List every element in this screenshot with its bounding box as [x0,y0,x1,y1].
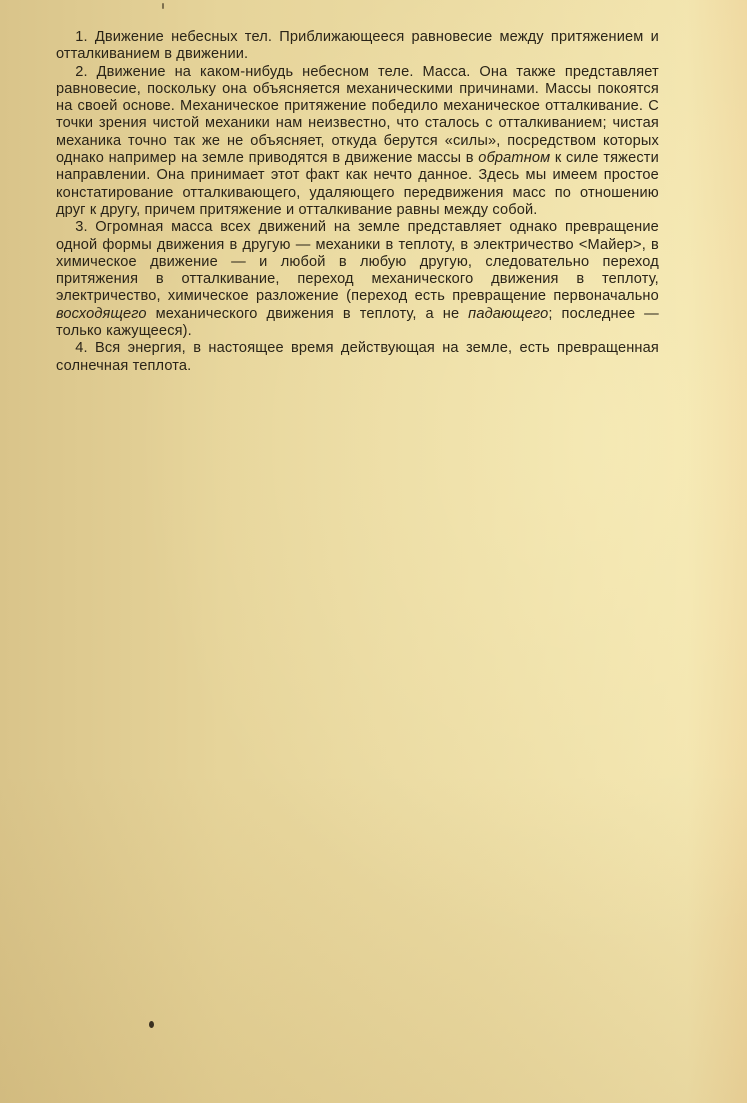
ink-speck [162,3,164,9]
paragraph-text: 2. Движение на каком-нибудь небесном теле. Масса. Она также представляет равновесие, поскольку она объясняется механическими причинами. Массы покоятся на своей основе. Механическое притяжение победило механическое отталкивание. С точки зрения чистой механики нам неизвестно, что сталось с отталкиванием; чистая механика точно так же не объясняет, откуда берутся «силы», посредством которых однако например на земле приводятся в движение массы в [56,62,659,167]
paragraph-2 [56,63,659,219]
paragraph-4 [56,339,659,374]
paragraph-3 [56,218,659,339]
paragraph-text: 1. Движение небесных тел. Приближающееся равновесие между притяжением и отталкиванием в движении. [56,28,659,63]
emphasis-text: падающего [468,304,549,322]
paragraph-text: 3. Огромная масса всех движений на земле представляет однако превращение одной формы движения в другую — механики в теплоту, в электричество <Майер>, в химическое движение — и любой в любую другую, следовательно переход притяжения в отталкивание, переход механического движения в теплоту, электричество, химическое разложение (переход есть превращение первоначально [56,218,659,305]
emphasis-text: обратном [478,149,551,167]
paragraph-text: ; последнее — только кажущееся). [56,304,659,340]
paragraph-1 [56,28,659,63]
paragraph-text: 4. Вся энергия, в настоящее время действующая на земле, есть превращенная солнечная теплота. [56,339,659,374]
ink-speck [149,1021,154,1028]
body-text [56,28,659,374]
paragraph-text: к силе тяжести направлении. Она принимает этот факт как нечто данное. Здесь мы имеем простое констатирование отталкивающего, удаляющего передвижения масс по отношению друг к другу, причем притяжение и отталкивание равны между собой. [56,149,659,218]
emphasis-text: восходящего [56,304,147,322]
paragraph-text: механического движения в теплоту, а не [146,304,469,322]
